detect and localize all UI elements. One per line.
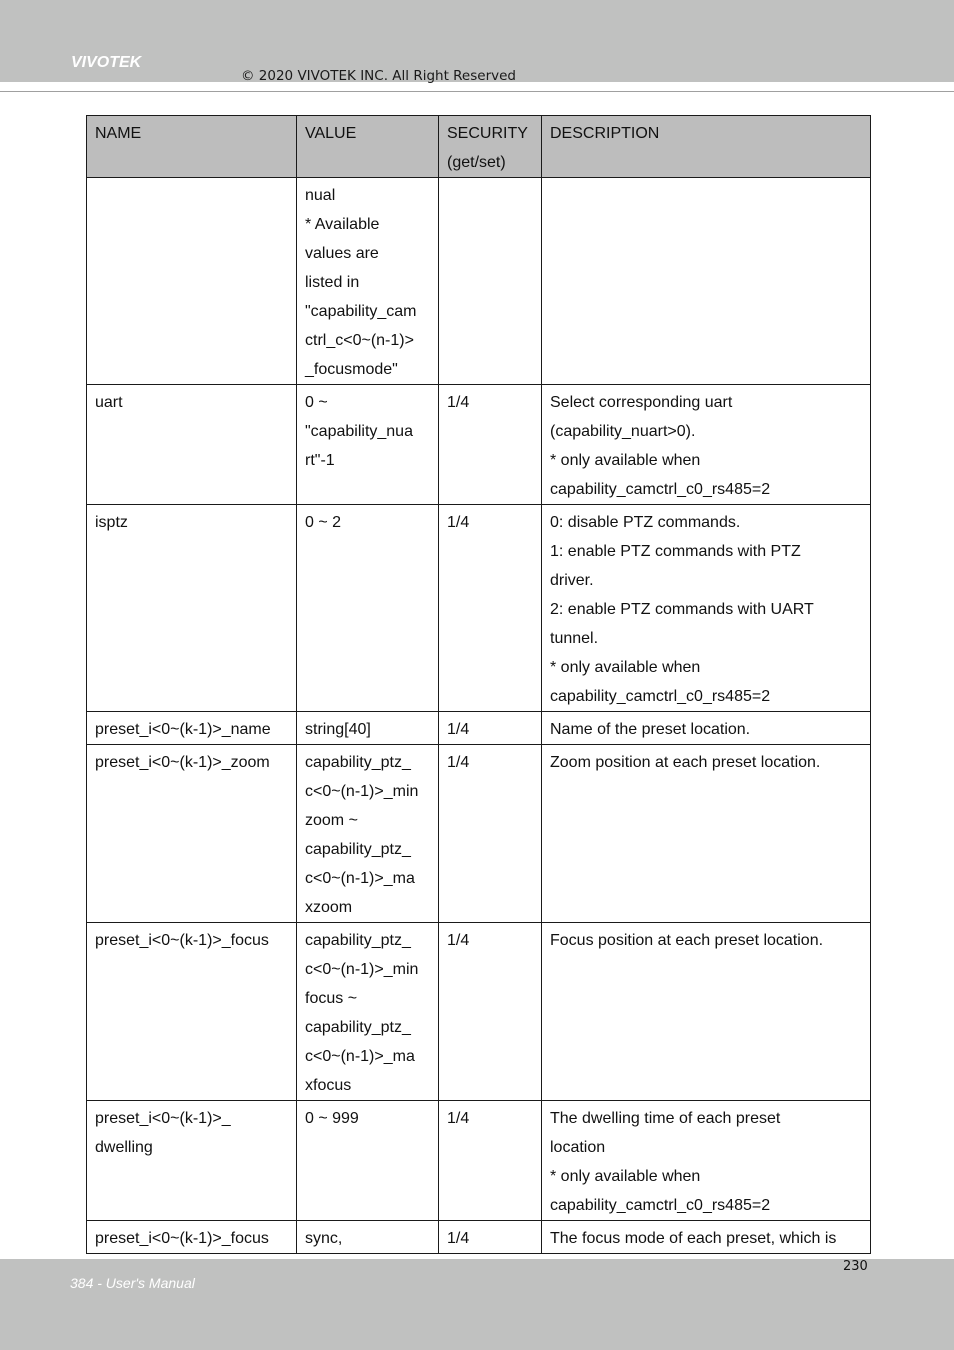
copyright-notice: © 2020 VIVOTEK INC. All Right Reserved (241, 68, 516, 84)
table-row (87, 1221, 871, 1254)
cell-text: preset_i<0~(k-1)>_ (95, 1110, 231, 1127)
cell-text: "capability_cam (305, 303, 417, 320)
cell-text: 1/4 (447, 1230, 470, 1247)
cell-name (87, 1101, 297, 1221)
table-body (87, 178, 871, 1254)
brand-logo: VIVOTEK (71, 54, 142, 71)
cell-description (542, 745, 871, 923)
table-header-row (87, 116, 871, 178)
cell-name (87, 923, 297, 1101)
cell-text: 1/4 (447, 394, 470, 411)
cell-text: uart (95, 394, 123, 411)
cell-security (439, 385, 542, 505)
column-header-security: SECURITY (get/set) (439, 116, 542, 178)
cell-security (439, 1221, 542, 1254)
cell-text: Select corresponding uart (550, 394, 733, 411)
cell-text: sync, (305, 1230, 343, 1247)
cell-text: capability_ptz_ (305, 754, 411, 771)
cell-description (542, 923, 871, 1101)
cell-text: * only available when (550, 1168, 701, 1185)
parameter-table (86, 115, 871, 1254)
cell-text: c<0~(n-1)>_ma (305, 1048, 415, 1065)
cell-description (542, 1221, 871, 1254)
cell-text: 1/4 (447, 1110, 470, 1127)
cell-text: The focus mode of each preset, which is (550, 1230, 837, 1247)
column-header-value: VALUE (297, 116, 439, 178)
cell-description (542, 1101, 871, 1221)
cell-text: capability_ptz_ (305, 1019, 411, 1036)
cell-name (87, 505, 297, 712)
cell-text: dwelling (95, 1139, 153, 1156)
cell-text: preset_i<0~(k-1)>_zoom (95, 754, 270, 771)
table-row (87, 745, 871, 923)
cell-name (87, 745, 297, 923)
cell-text: Focus position at each preset location. (550, 932, 824, 949)
page-number: 230 (843, 1259, 868, 1274)
cell-text: capability_ptz_ (305, 841, 411, 858)
cell-text: location (550, 1139, 606, 1156)
cell-text: focus ~ (305, 990, 358, 1007)
table-row (87, 178, 871, 385)
cell-text: capability_camctrl_c0_rs485=2 (550, 481, 771, 498)
cell-text: * Available (305, 216, 380, 233)
cell-text: _focusmode" (305, 361, 398, 378)
cell-text: rt"-1 (305, 452, 335, 469)
table-row (87, 712, 871, 745)
cell-text: 0 ~ (305, 394, 328, 411)
cell-text: nual (305, 187, 336, 204)
cell-value (297, 745, 439, 923)
manual-label: 384 - User's Manual (70, 1275, 195, 1291)
footer-band (0, 1259, 954, 1350)
cell-name (87, 1221, 297, 1254)
cell-description (542, 178, 871, 385)
column-header-name: NAME (87, 116, 297, 178)
column-header-description: DESCRIPTION (542, 116, 871, 178)
cell-description (542, 712, 871, 745)
cell-text: listed in (305, 274, 360, 291)
header-divider (0, 91, 954, 92)
cell-text: 2: enable PTZ commands with UART (550, 601, 814, 618)
cell-value (297, 178, 439, 385)
cell-name (87, 712, 297, 745)
cell-text: 1: enable PTZ commands with PTZ (550, 543, 801, 560)
cell-text: xfocus (305, 1077, 352, 1094)
cell-text: preset_i<0~(k-1)>_name (95, 721, 271, 738)
cell-text: xzoom (305, 899, 353, 916)
cell-security (439, 923, 542, 1101)
cell-text: isptz (95, 514, 128, 531)
cell-description (542, 385, 871, 505)
cell-text: c<0~(n-1)>_min (305, 961, 419, 978)
cell-text: (capability_nuart>0). (550, 423, 696, 440)
cell-value (297, 505, 439, 712)
cell-security (439, 505, 542, 712)
cell-text: driver. (550, 572, 594, 589)
cell-name (87, 178, 297, 385)
cell-text: 0 ~ 999 (305, 1110, 359, 1127)
cell-text: 1/4 (447, 721, 470, 738)
table-row (87, 923, 871, 1101)
cell-text: preset_i<0~(k-1)>_focus (95, 932, 269, 949)
cell-text: values are (305, 245, 379, 262)
cell-text: ctrl_c<0~(n-1)> (305, 332, 414, 349)
cell-text: Zoom position at each preset location. (550, 754, 821, 771)
cell-text: capability_camctrl_c0_rs485=2 (550, 1197, 771, 1214)
cell-text: tunnel. (550, 630, 599, 647)
table-row (87, 1101, 871, 1221)
cell-text: The dwelling time of each preset (550, 1110, 781, 1127)
cell-text: * only available when (550, 452, 701, 469)
cell-name (87, 385, 297, 505)
cell-security (439, 178, 542, 385)
cell-text: preset_i<0~(k-1)>_focus (95, 1230, 269, 1247)
cell-value (297, 923, 439, 1101)
cell-value (297, 712, 439, 745)
cell-text: 1/4 (447, 514, 470, 531)
cell-text: 0: disable PTZ commands. (550, 514, 741, 531)
cell-description (542, 505, 871, 712)
cell-security (439, 712, 542, 745)
cell-value (297, 385, 439, 505)
cell-text: "capability_nua (305, 423, 413, 440)
cell-value (297, 1101, 439, 1221)
cell-text: 1/4 (447, 932, 470, 949)
cell-text: string[40] (305, 721, 371, 738)
table-row (87, 505, 871, 712)
cell-value (297, 1221, 439, 1254)
cell-text: zoom ~ (305, 812, 358, 829)
cell-text: c<0~(n-1)>_min (305, 783, 419, 800)
table-row (87, 385, 871, 505)
cell-text: capability_ptz_ (305, 932, 411, 949)
cell-text: 0 ~ 2 (305, 514, 342, 531)
cell-text: capability_camctrl_c0_rs485=2 (550, 688, 771, 705)
cell-text: * only available when (550, 659, 701, 676)
cell-text: 1/4 (447, 754, 470, 771)
cell-security (439, 1101, 542, 1221)
cell-text: c<0~(n-1)>_ma (305, 870, 415, 887)
cell-security (439, 745, 542, 923)
cell-text: Name of the preset location. (550, 721, 751, 738)
